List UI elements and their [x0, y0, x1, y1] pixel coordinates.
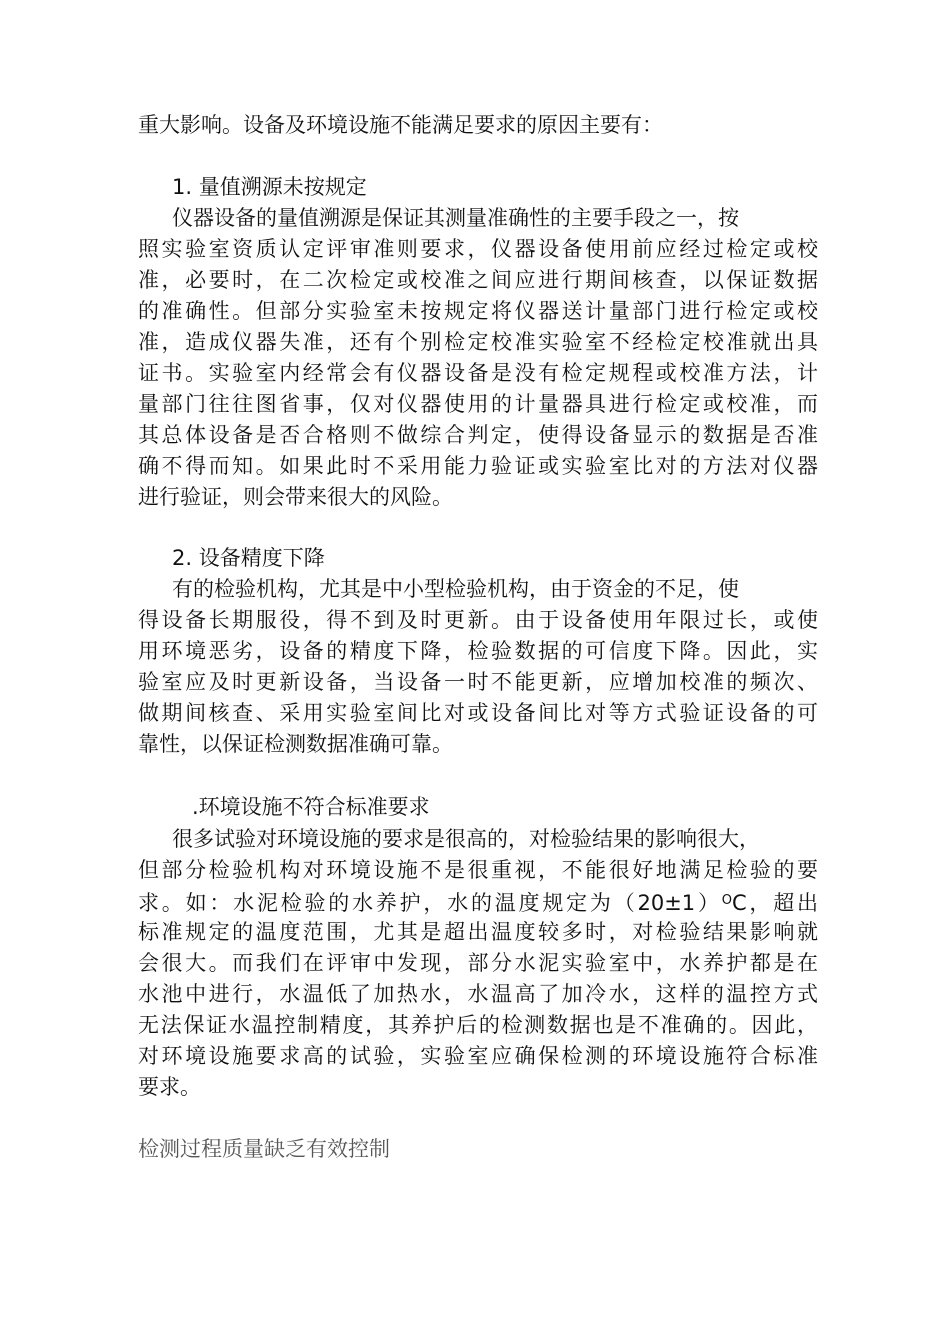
paragraph-line: 水池中进行，水温低了加热水，水温高了加冷水，这样的温控方式	[138, 982, 818, 1006]
paragraph-line: 做期间核查、采用实验室间比对或设备间比对等方式验证设备的可	[138, 701, 818, 725]
paragraph-line: 要求。	[138, 1075, 201, 1099]
paragraph-line: 仪器设备的量值溯源是保证其测量准确性的主要手段之一，按	[172, 206, 739, 230]
paragraph-line: 会很大。而我们在评审中发现，部分水泥实验室中，水养护都是在	[138, 951, 818, 975]
paragraph-line: 有的检验机构，尤其是中小型检验机构，由于资金的不足，使	[172, 577, 739, 601]
paragraph-line: 量部门往往图省事，仅对仪器使用的计量器具进行检定或校准，而	[138, 392, 818, 416]
paragraph-line: 靠性，以保证检测数据准确可靠。	[138, 732, 453, 756]
section2-heading: 2. 设备精度下降	[172, 546, 325, 570]
paragraph-line: 标准规定的温度范围，尤其是超出温度较多时，对检验结果影响就	[138, 920, 818, 944]
temperature-tail: C，超出	[731, 891, 818, 915]
temperature-text: 求。如：水泥检验的水养护，水的温度规定为（20±1）	[138, 891, 722, 915]
paragraph-line: 证书。实验室内经常会有仪器设备是没有检定规程或校准方法，计	[138, 361, 818, 385]
paragraph-line: 准，造成仪器失准，还有个别检定校准实验室不经检定校准就出具	[138, 330, 818, 354]
paragraph-line: 很多试验对环境设施的要求是很高的，对检验结果的影响很大，	[172, 827, 760, 851]
section1-heading: 1. 量值溯源未按规定	[172, 175, 367, 199]
degree-sup: O	[721, 893, 732, 908]
paragraph-line: 确不得而知。如果此时不采用能力验证或实验室比对的方法对仪器	[138, 454, 818, 478]
paragraph-line: 无法保证水温控制精度，其养护后的检测数据也是不准确的。因此，	[138, 1013, 818, 1037]
paragraph-line: 验室应及时更新设备，当设备一时不能更新，应增加校准的频次、	[138, 670, 818, 694]
section3-heading: .环境设施不符合标准要求	[192, 795, 430, 819]
intro-line: 重大影响。设备及环境设施不能满足要求的原因主要有：	[138, 113, 663, 137]
paragraph-line: 得设备长期服役，得不到及时更新。由于设备使用年限过长，或使	[138, 608, 818, 632]
paragraph-line: 但部分检验机构对环境设施不是很重视，不能很好地满足检验的要	[138, 858, 818, 882]
paragraph-line: 照实验室资质认定评审准则要求，仪器设备使用前应经过检定或校	[138, 237, 818, 261]
paragraph-line: 准，必要时，在二次检定或校准之间应进行期间核查，以保证数据	[138, 268, 818, 292]
paragraph-line: 的准确性。但部分实验室未按规定将仪器送计量部门进行检定或校	[138, 299, 818, 323]
paragraph-line: 其总体设备是否合格则不做综合判定，使得设备显示的数据是否准	[138, 423, 818, 447]
paragraph-line: 对环境设施要求高的试验，实验室应确保检测的环境设施符合标准	[138, 1044, 818, 1068]
paragraph-line	[138, 886, 818, 916]
paragraph-line: 用环境恶劣，设备的精度下降，检验数据的可信度下降。因此，实	[138, 639, 818, 663]
paragraph-line: 进行验证，则会带来很大的风险。	[138, 485, 453, 509]
footer-heading: 检测过程质量缺乏有效控制	[138, 1137, 390, 1161]
